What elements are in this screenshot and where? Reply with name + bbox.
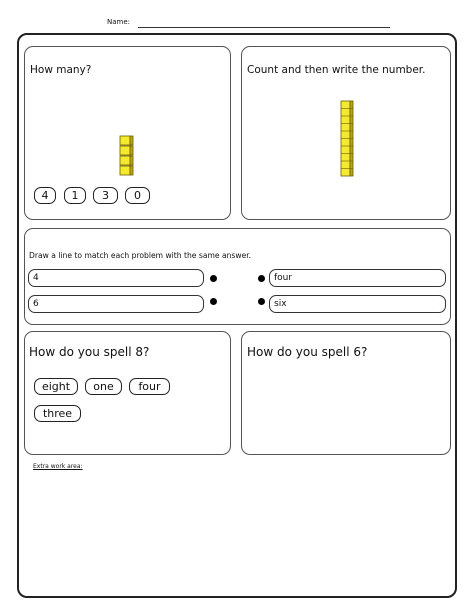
unit-cubes-stack bbox=[119, 135, 135, 179]
how-many-title: How many? bbox=[30, 64, 92, 76]
answer-choice-3[interactable]: 3 bbox=[93, 187, 118, 204]
answer-box-four[interactable]: four bbox=[269, 269, 446, 287]
how-many-panel bbox=[24, 46, 231, 220]
extra-work-label: Extra work area: bbox=[33, 463, 83, 470]
spell-6-panel bbox=[241, 331, 451, 455]
unit-cube bbox=[120, 146, 133, 155]
unit-cube bbox=[120, 136, 133, 145]
count-write-title: Count and then write the number. bbox=[247, 64, 426, 76]
answer-choice-0[interactable]: 0 bbox=[125, 187, 150, 204]
right-dot-2[interactable] bbox=[258, 298, 265, 305]
ten-rod bbox=[340, 100, 356, 178]
unit-cube bbox=[120, 156, 133, 165]
answer-choice-1[interactable]: 1 bbox=[64, 187, 86, 204]
answer-box-six[interactable]: six bbox=[269, 295, 446, 313]
unit-cube bbox=[120, 166, 133, 175]
name-label: Name: bbox=[107, 18, 131, 26]
problem-box-4[interactable]: 4 bbox=[28, 269, 204, 287]
left-dot-2[interactable] bbox=[210, 298, 217, 305]
spell-choice-three[interactable]: three bbox=[34, 405, 81, 422]
spell-choice-four[interactable]: four bbox=[129, 378, 170, 395]
count-write-panel bbox=[241, 46, 451, 220]
spell-6-title: How do you spell 6? bbox=[247, 345, 368, 359]
spell-choice-eight[interactable]: eight bbox=[34, 378, 78, 395]
answer-choice-4[interactable]: 4 bbox=[34, 187, 56, 204]
name-field-line[interactable] bbox=[138, 27, 390, 28]
problem-box-6[interactable]: 6 bbox=[28, 295, 204, 313]
matching-instruction: Draw a line to match each problem with the same answer. bbox=[29, 251, 252, 260]
spell-8-panel bbox=[24, 331, 231, 455]
spell-8-title: How do you spell 8? bbox=[29, 345, 150, 359]
matching-panel bbox=[24, 228, 451, 325]
spell-choice-one[interactable]: one bbox=[85, 378, 122, 395]
left-dot-1[interactable] bbox=[210, 275, 217, 282]
right-dot-1[interactable] bbox=[258, 275, 265, 282]
